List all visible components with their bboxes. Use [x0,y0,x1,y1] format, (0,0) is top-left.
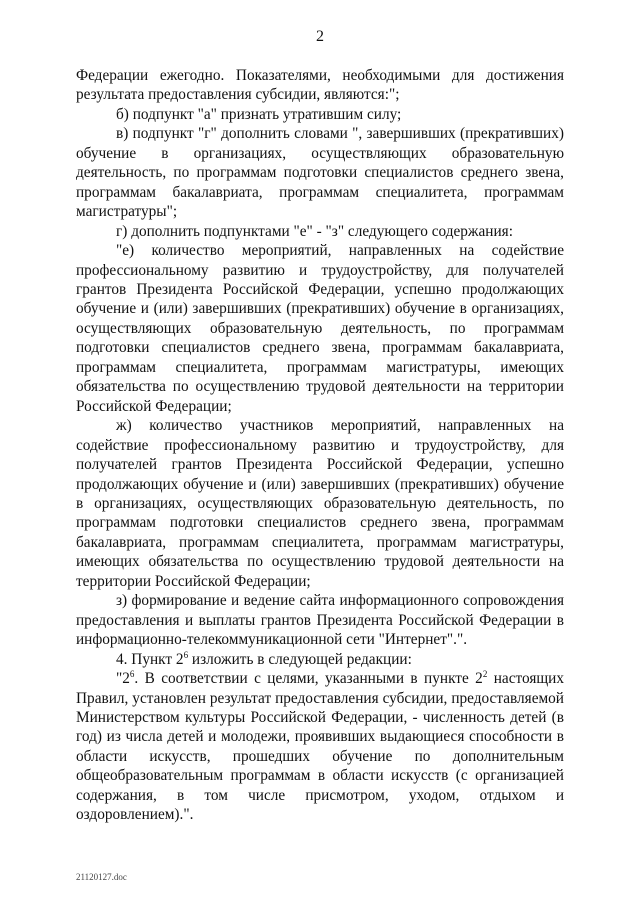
new-wording-part-3: настоящих Правил, установлен результат предоставления субсидии, предоставляемой Министерством культуры Российской Федерации, - численность детей (в год) из числа детей и молодежи, проявивших выдающиеся способности в области искусств, прошедших обучение по дополнительным общеобразовательным программам в области искусств (с организацией содержания, в том числе присмотром, уходом, отдыхом и оздоровлением).". [76,670,564,824]
paragraph-item-v: в) подпункт "г" дополнить словами ", завершивших (прекративших) обучение в организациях, осуществляющих образовательную деятельность, по программам подготовки специалистов среднего звена, программам бакалавриата, программам специалитета, программам магистратуры"; [76,125,564,221]
paragraph-subitem-z: з) формирование и ведение сайта информационного сопровождения предоставления и выплаты грантов Президента Российской Федерации в информационно-телекоммуникационной сети "Интернет".". [76,592,564,649]
file-name-footer: 21120127.doc [76,872,127,882]
paragraph-subitem-e: "е) количество мероприятий, направленных на содействие профессиональному развитию и трудоустройству, для получателей грантов Президента Российской Федерации, успешно продолжающих обучение и (или) завершивших (прекративших) обучение в организациях, осуществляющих образовательную деятельность, по программам подготовки специалистов среднего звена, программам бакалавриата, программам специалитета, программам магистратуры, имеющих обязательства по осуществлению трудовой деятельности на территории Российской Федерации; [76,242,564,415]
document-body [76,66,564,825]
paragraph-item-b: б) подпункт "а" признать утратившим силу; [116,105,402,123]
new-wording-superscript-1: 6 [129,669,135,680]
paragraph-item-g: г) дополнить подпунктами "е" - "з" следующего содержания: [116,222,513,240]
page-number: 2 [316,28,324,45]
paragraph-continuation: Федерации ежегодно. Показателями, необходимыми для достижения результата предоставления субсидии, являются:"; [76,67,564,104]
new-wording-part-1: "2 [116,670,130,688]
new-wording-superscript-2: 2 [482,669,488,680]
paragraph-new-wording [76,669,564,825]
point-4-superscript: 6 [183,649,189,660]
point-4-text-before: 4. Пункт 2 [116,650,184,668]
new-wording-part-2: . В соответствии с целями, указанными в пункте 2 [134,670,483,688]
paragraph-point-4 [76,650,564,669]
paragraph-subitem-zh: ж) количество участников мероприятий, направленных на содействие профессиональному развитию и трудоустройству, для получателей грантов Президента Российской Федерации, успешно продолжающих обучение и (или) завершивших (прекративших) обучение в организациях, осуществляющих образовательную деятельность, по программам подготовки специалистов среднего звена, программам бакалавриата, программам специалитета, программам магистратуры, имеющих обязательства по осуществлению трудовой деятельности на территории Российской Федерации; [76,417,564,590]
point-4-text-after: изложить в следующей редакции: [188,650,412,668]
